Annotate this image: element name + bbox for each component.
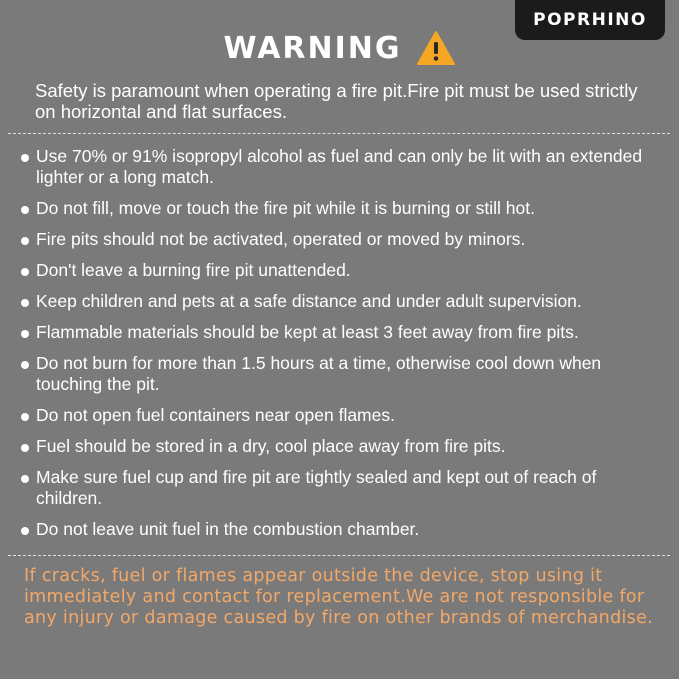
rule-text: Do not leave unit fuel in the combustion chamber. — [36, 519, 420, 539]
bullet-icon — [21, 527, 29, 535]
rule-text: Use 70% or 91% isopropyl alcohol as fuel and can only be lit with an extended lighter or a long match. — [36, 146, 643, 187]
bullet-icon — [21, 206, 29, 214]
rule-item — [20, 353, 660, 395]
bottom-divider — [8, 555, 670, 556]
warning-header — [0, 30, 679, 66]
bullet-icon — [21, 299, 29, 307]
rule-text: Fuel should be stored in a dry, cool place away from fire pits. — [36, 436, 506, 456]
bullet-icon — [21, 475, 29, 483]
bullet-icon — [21, 444, 29, 452]
top-divider — [8, 133, 670, 134]
warning-triangle-icon — [416, 30, 456, 66]
rule-item — [20, 436, 660, 457]
rule-item — [20, 229, 660, 250]
rule-item — [20, 467, 660, 509]
intro-text: Safety is paramount when operating a fire pit.Fire pit must be used strictly on horizontal and flat surfaces. — [35, 80, 638, 122]
bullet-icon — [21, 413, 29, 421]
rule-item — [20, 198, 660, 219]
bullet-icon — [21, 361, 29, 369]
rule-text: Do not burn for more than 1.5 hours at a time, otherwise cool down when touching the pit. — [36, 353, 602, 394]
rule-text: Keep children and pets at a safe distance and under adult supervision. — [36, 291, 582, 311]
rule-item — [20, 291, 660, 312]
rule-text: Do not open fuel containers near open flames. — [36, 405, 395, 425]
rule-text: Do not fill, move or touch the fire pit while it is burning or still hot. — [36, 198, 535, 218]
rule-item — [20, 322, 660, 343]
rule-item — [20, 519, 660, 540]
bullet-icon — [21, 237, 29, 245]
bullet-icon — [21, 330, 29, 338]
brand-name: POPRHINO — [533, 10, 647, 30]
bullet-icon — [21, 268, 29, 276]
rule-text: Fire pits should not be activated, operated or moved by minors. — [36, 229, 526, 249]
bullet-icon — [21, 154, 29, 162]
rule-text: Flammable materials should be kept at least 3 feet away from fire pits. — [36, 322, 579, 342]
rule-item — [20, 405, 660, 426]
disclaimer-text: If cracks, fuel or flames appear outside the device, stop using it immediately and contact for replacement.We are not responsible for any injury or damage caused by fire on other brands of merchandise. — [24, 566, 653, 628]
safety-rules-list — [20, 146, 660, 550]
page-title: WARNING — [223, 30, 402, 66]
rule-item — [20, 146, 660, 188]
rule-text: Don't leave a burning fire pit unattended. — [36, 260, 351, 280]
rule-item — [20, 260, 660, 281]
rule-text: Make sure fuel cup and fire pit are tightly sealed and kept out of reach of children. — [36, 467, 597, 508]
